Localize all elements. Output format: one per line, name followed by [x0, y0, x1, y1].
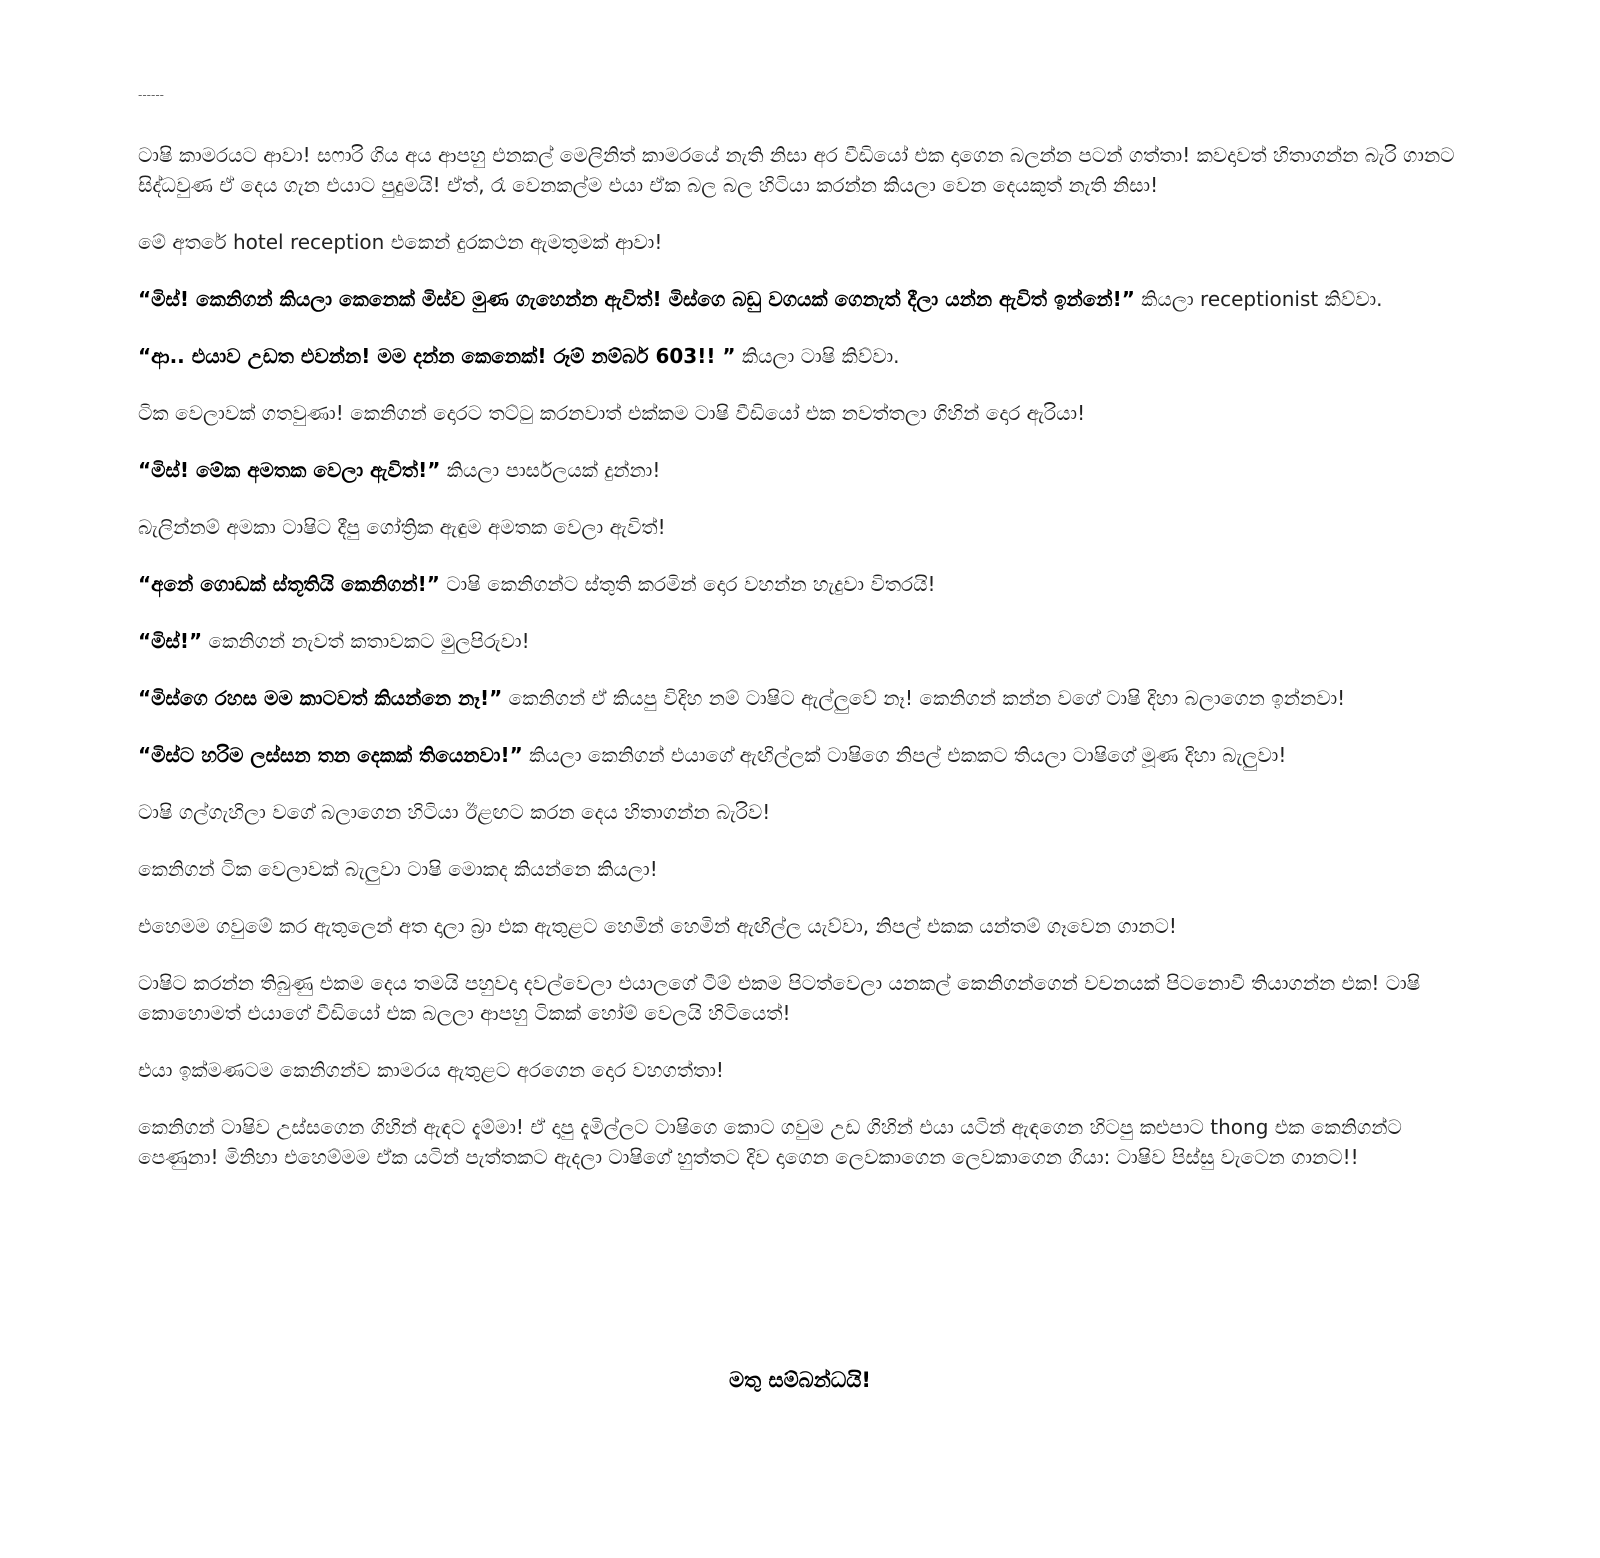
paragraph-text: කියලා පාර්සලයක් දුන්නා!	[440, 458, 661, 482]
paragraph-text: බැලින්නම් අමකා ටාෂිට දීපු ගෝත්‍රික ඇඳුම අමතක වෙලා ඇවිත්!	[138, 515, 666, 539]
paragraph-text: කෙනිගන් ටාෂිව උස්සගෙන ගිහින් ඇඳට දැම්මා! ඒ දාපු දැමිල්ලට ටාෂිගෙ කොට ගවුම උඩ ගිහින් එයා යටින් ඇඳගෙන හිටපු කළුපාට thong එක කෙනිගන්ට පෙණුනා! මිනිහා එහෙම්මම ඒක යටින් පැත්තකට ඇදලා ටාෂිගේ හුත්තට දිව දාගෙන ලෙවකාගෙන ලෙවකාගෙන ගියා: ටාෂිව පිස්සු වැටෙන ගානට!!	[138, 1115, 1402, 1169]
paragraph	[138, 683, 1463, 713]
paragraph	[138, 140, 1463, 200]
story-body	[138, 140, 1463, 1199]
paragraph-text: ටාෂි කෙනිගන්ට ස්තුති කරමින් දොර වහන්න හැදුවා විතරයි!	[439, 572, 936, 596]
paragraph-text: කියලා receptionist කිව්වා.	[1134, 287, 1383, 311]
paragraph	[138, 341, 1463, 371]
paragraph-text: කෙනිගන් ටික වෙලාවක් බැලුවා ටාෂි මොකද කියන්නෙ කියලා!	[138, 857, 658, 881]
paragraph	[138, 1112, 1463, 1172]
paragraph	[138, 455, 1463, 485]
paragraph	[138, 284, 1463, 314]
paragraph-text: කෙනිගන් නැවත් කතාවකට මුලපිරුවා!	[202, 629, 530, 653]
paragraph-bold: “ආ.. එයාව උඩත එවන්න! මම දන්න කෙනෙක්! රූම් නම්බර් 603!! ”	[138, 344, 736, 368]
paragraph-bold: “මිස්! කෙනිගන් කියලා කෙනෙක් මිස්ව මුණ ගැහෙන්න ඇවිත්! මිස්ගෙ බඩු වගයක් ගෙනැත් දීලා යන්න ඇවිත් ඉන්නේ!”	[138, 287, 1135, 311]
paragraph	[138, 398, 1463, 428]
paragraph-text: එහෙමම ගවුමේ කර ඇතුලෙන් අත දාලා බ්‍රා එක ඇතුළට හෙමින් හෙමින් ඇඟිල්ල යැව්වා, නිපල් එකක යන්තම් ගෑවෙන ගානට!	[138, 914, 1177, 938]
paragraph	[138, 626, 1463, 656]
paragraph-text: කියලා කෙනිගන් එයාගේ ඇඟිල්ලක් ටාෂිගෙ නිපල් එකකට තියලා ටාෂිගේ මූණ දිහා බැලුවා!	[522, 743, 1287, 767]
paragraph-text: මේ අතරේ hotel reception එකෙන් දුරකථන ඇමතුමක් ආවා!	[138, 230, 663, 254]
paragraph	[138, 968, 1463, 1028]
paragraph	[138, 512, 1463, 542]
paragraph	[138, 569, 1463, 599]
paragraph-bold: “මිස්! මේක අමතක වෙලා ඇවිත්!”	[138, 458, 441, 482]
paragraph-text: එයා ඉක්මණටම කෙනිගන්ව කාමරය ඇතුළට අරගෙන දොර වහගත්තා!	[138, 1058, 724, 1082]
paragraph-text: කෙනිගන් ඒ කියපු විදිහ නම් ටාෂිට ඇල්ලුවේ නෑ! කෙනිගන් කන්න වගේ ටාෂි දිහා බලාගෙන ඉන්නවා!	[502, 686, 1346, 710]
to-be-continued: මතු සම්බන්ධයි!	[729, 1368, 871, 1392]
paragraph	[138, 227, 1463, 257]
paragraph-bold: “මිස්ට හරිම ලස්සන තන දෙකක් තියෙනවා!”	[138, 743, 523, 767]
separator-line: ------	[138, 88, 164, 102]
paragraph	[138, 854, 1463, 884]
paragraph-bold: “අනේ ගොඩක් ස්තූතියි කෙනිගන්!”	[138, 572, 440, 596]
paragraph-text: ටික වෙලාවක් ගතවුණා! කෙනිගන් දොරට තට්ටු කරනවාත් එක්කම ටාෂි වීඩියෝ එක නවත්තලා ගිහින් දොර ඇරියා!	[138, 401, 1086, 425]
paragraph-text: ටාෂි කාමරයට ආවා! සෆාරි ගිය අය ආපහු එනකල් මෙලිනිත් කාමරයේ නැති නිසා අර වීඩියෝ එක දාගෙන බලන්න පටන් ගත්තා! කවදාවත් හිතාගන්න බැරි ගානට සිද්ධවුණ ඒ දෙය ගැන එයාට පුදුමයි! ඒත්, රෑ වෙනකල්ම එයා ඒක බල බල හිටියා කරන්න කියලා වෙන දෙයකුත් නැති නිසා!	[138, 143, 1455, 197]
paragraph-text: ටාෂිට කරන්න තිබුණු එකම දෙය තමයි පහුවදා දවල්වෙලා එයාලගේ ටීම් එකම පිටත්වෙලා යනකල් කෙනිගන්ගෙන් වචනයක් පිටනොවී තියාගන්න එක! ටාෂි කොහොමත් එයාගේ වීඩියෝ එක බලලා ආපහු ටිකක් හෝම් වෙලයි හිටියෙත්!	[138, 971, 1421, 1025]
paragraph	[138, 1055, 1463, 1085]
paragraph	[138, 911, 1463, 941]
paragraph-bold: “මිස්ගෙ රහස මම කාටවත් කියන්නෙ නෑ!”	[138, 686, 503, 710]
paragraph-text: කියලා ටාෂි කිව්වා.	[735, 344, 900, 368]
paragraph	[138, 797, 1463, 827]
paragraph-bold: “මිස්!”	[138, 629, 203, 653]
paragraph	[138, 740, 1463, 770]
paragraph-text: ටාෂි ගල්ගැහිලා වගේ බලාගෙන හිටියා ඊළඟට කරන දෙය හිතාගන්න බැරිව!	[138, 800, 771, 824]
